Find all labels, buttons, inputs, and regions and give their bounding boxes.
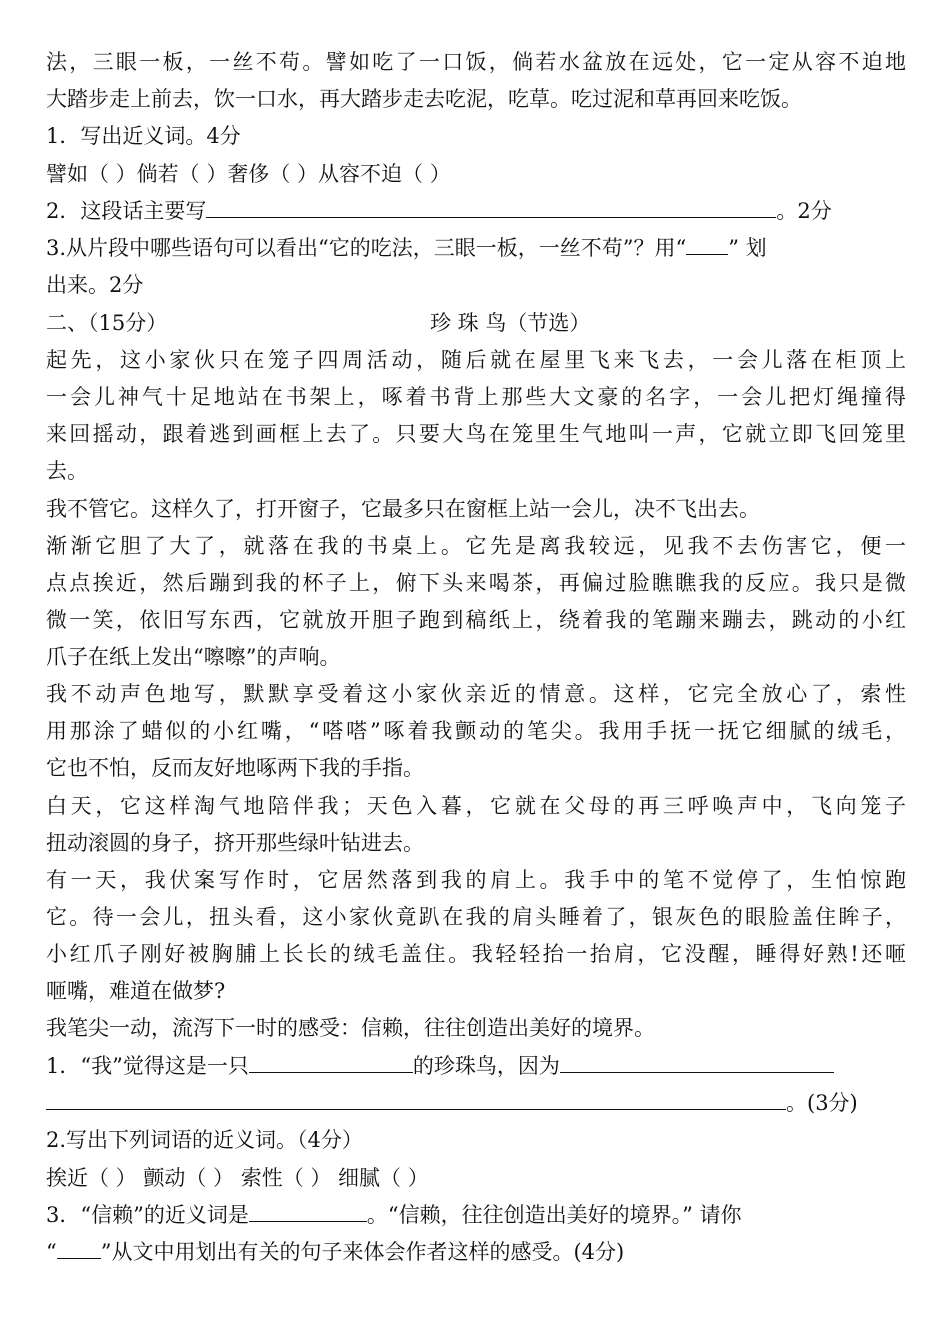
text-line: 出来。2分 xyxy=(46,273,144,297)
section-2-label: 二、（15分） xyxy=(46,311,168,335)
question-text: 的珍珠鸟，因为 xyxy=(412,1054,560,1078)
passage-line: 渐渐它胆了大了，就落在我的书桌上。它先是离我较远，见我不去伤害它，便一 xyxy=(46,534,906,558)
text-line: 法，三眼一板，一丝不苟。譬如吃了一口饭，倘若水盆放在远处，它一定从容不迫地 xyxy=(46,50,906,74)
passage-line: 它也不怕，反而友好地啄两下我的手指。 xyxy=(46,756,424,780)
question-score: 。(3分) xyxy=(786,1091,858,1115)
passage-title: 珍 珠 鸟（节选） xyxy=(430,311,591,335)
question-2 xyxy=(46,193,906,229)
question-3-text-end: ” 划 xyxy=(728,236,767,260)
question-1-heading: 1．写出近义词。4分 xyxy=(46,124,241,148)
passage-line: 白天，它这样淘气地陪伴我；天色入暮，它就在父母的再三呼唤声中，飞向笼子 xyxy=(46,794,906,818)
question-text: ”从文中用划出有关的句子来体会作者这样的感受。(4分) xyxy=(100,1240,625,1264)
question-3 xyxy=(46,230,906,266)
question-text: 1．“我”觉得这是一只 xyxy=(46,1054,249,1078)
answer-blank[interactable] xyxy=(560,1048,834,1073)
text-line: 大踏步走上前去，饮一口水，再大踏步走去吃泥，吃草。吃过泥和草再回来吃饭。 xyxy=(46,87,802,111)
question-2-3-cont xyxy=(46,1234,906,1270)
passage-line: 咂嘴，难道在做梦? xyxy=(46,979,226,1003)
quote-open: “ xyxy=(46,1240,57,1264)
answer-blank[interactable] xyxy=(249,1048,413,1073)
passage-line: 我不管它。这样久了，打开窗子，它最多只在窗框上站一会儿，决不飞出去。 xyxy=(46,497,760,521)
passage-line: 微一笑，依旧写东西，它就放开胆子跑到稿纸上，绕着我的笔蹦来蹦去，跳动的小红 xyxy=(46,608,906,632)
question-text: 。“信赖，往往创造出美好的境界。” 请你 xyxy=(366,1203,742,1227)
passage-line: 有一天，我伏案写作时，它居然落到我的肩上。我手中的笔不觉停了，生怕惊跑 xyxy=(46,868,906,892)
answer-blank[interactable] xyxy=(46,1085,786,1110)
passage-line: 一会儿神气十足地站在书架上，啄着书背上那些大文豪的名字，一会儿把灯绳撞得 xyxy=(46,385,906,409)
question-2-2: 2.写出下列词语的近义词。（4分） xyxy=(46,1128,363,1152)
passage-line: 我不动声色地写，默默享受着这小家伙亲近的情意。这样，它完全放心了，索性 xyxy=(46,682,906,706)
question-2-1-cont xyxy=(46,1085,906,1121)
underline-sample xyxy=(57,1234,101,1259)
question-3-text: 3.从片段中哪些语句可以看出“它的吃法，三眼一板，一丝不苟”？用“ xyxy=(46,236,687,260)
question-1-words: 譬如（ ）倘若（ ）奢侈（ ）从容不迫（ ） xyxy=(46,162,451,186)
question-2-1 xyxy=(46,1048,906,1084)
answer-blank[interactable] xyxy=(206,193,776,218)
passage-line: 用那涂了蜡似的小红嘴，“嗒嗒”啄着我颤动的笔尖。我用手抚一抚它细腻的绒毛， xyxy=(46,719,906,743)
passage-line: 来回摇动，跟着逃到画框上去了。只要大鸟在笼里生气地叫一声，它就立即飞回笼里 xyxy=(46,422,906,446)
passage-line: 扭动滚圆的身子，挤开那些绿叶钻进去。 xyxy=(46,831,424,855)
answer-blank[interactable] xyxy=(249,1197,367,1222)
passage-line: 爪子在纸上发出“嚓嚓”的声响。 xyxy=(46,645,341,669)
question-2-text: 2．这段话主要写 xyxy=(46,199,207,223)
question-text: 3．“信赖”的近义词是 xyxy=(46,1203,249,1227)
section-2-header xyxy=(46,305,906,341)
question-2-3 xyxy=(46,1197,906,1233)
question-2-2-words: 挨近（ ） 颤动（ ） 索性（ ） 细腻（ ） xyxy=(46,1166,429,1190)
passage-line: 它。待一会儿，扭头看，这小家伙竟趴在我的肩头睡着了，银灰色的眼脸盖住眸子， xyxy=(46,905,906,929)
passage-line: 小红爪子刚好被胸脯上长长的绒毛盖住。我轻轻抬一抬肩，它没醒，睡得好熟!还咂 xyxy=(46,942,906,966)
passage-line: 我笔尖一动，流泻下一时的感受：信赖，往往创造出美好的境界。 xyxy=(46,1016,655,1040)
underline-sample xyxy=(686,230,728,255)
passage-line: 点点挨近，然后蹦到我的杯子上，俯下头来喝茶，再偏过脸瞧瞧我的反应。我只是微 xyxy=(46,571,906,595)
passage-line: 去。 xyxy=(46,459,88,483)
question-2-score: 。2分 xyxy=(776,199,832,223)
passage-line: 起先，这小家伙只在笼子四周活动，随后就在屋里飞来飞去，一会儿落在柜顶上 xyxy=(46,348,906,372)
